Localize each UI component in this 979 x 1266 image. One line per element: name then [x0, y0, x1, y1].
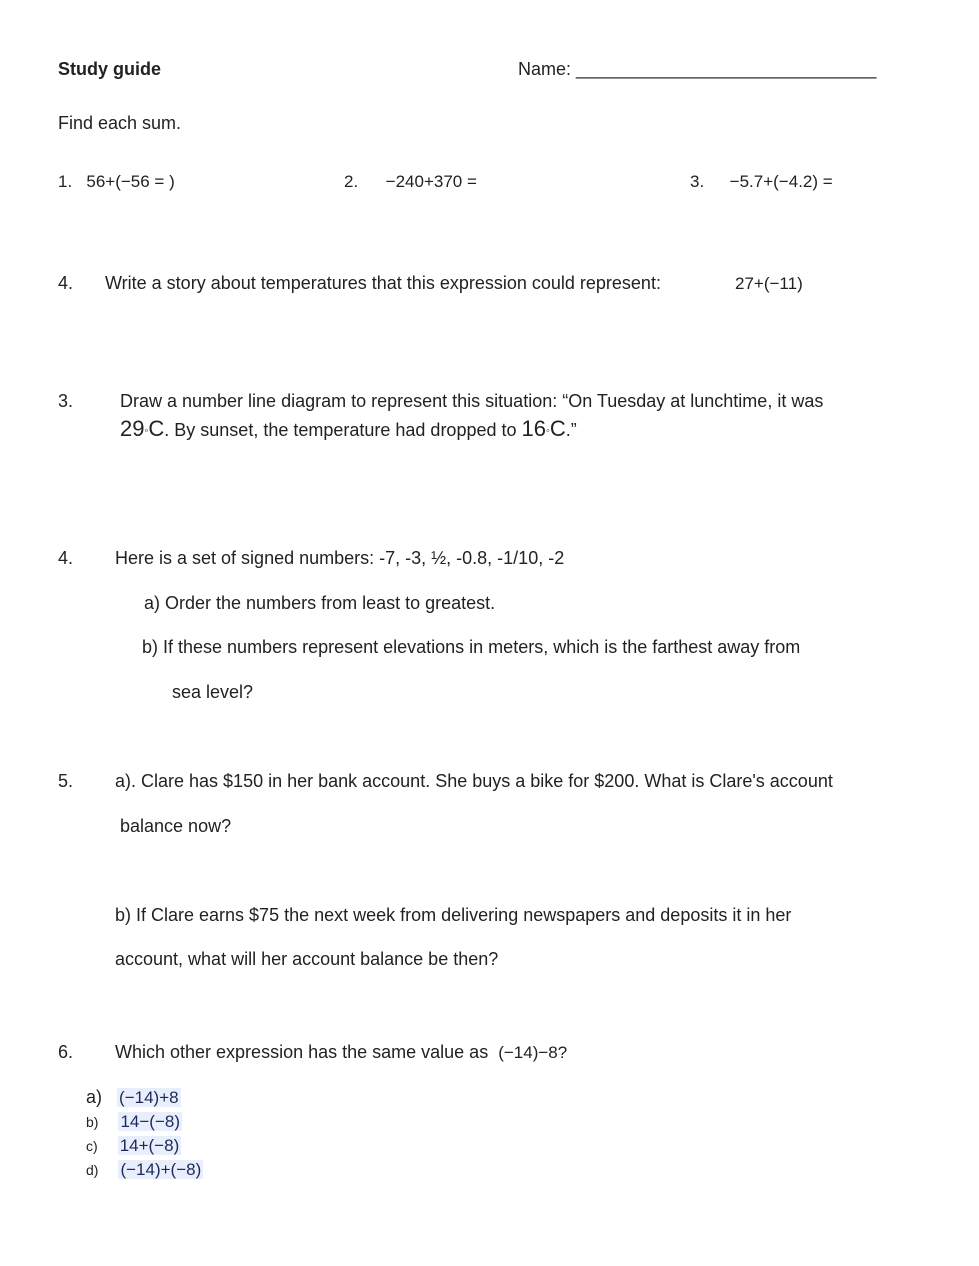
numberline-question-line1: Draw a number line diagram to represent this situation: “On Tuesday at lunchtime, it was	[120, 391, 824, 411]
option-label: a)	[86, 1087, 103, 1107]
question-number: 3.	[58, 391, 74, 411]
story-expression: 27+(−11)	[735, 274, 803, 293]
expression-question-expr: (−14)−8?	[498, 1043, 568, 1062]
temperature-2-unit: C	[549, 416, 566, 441]
problem-expression: −240+370 =	[385, 172, 477, 191]
clare-part-a-line1: a). Clare has $150 in her bank account. She buys a bike for $200. What is Clare's account	[115, 771, 833, 791]
option-expression: (−14)+(−8)	[120, 1160, 202, 1179]
degree-symbol: ◦	[144, 425, 149, 437]
expression-question	[115, 1042, 567, 1064]
sum-problem-1	[58, 172, 175, 192]
option-expression: 14−(−8)	[120, 1112, 181, 1131]
option-expression: 14+(−8)	[119, 1136, 180, 1155]
problem-number: 1.	[58, 172, 73, 191]
page-title: Study guide	[58, 59, 161, 79]
signed-numbers-part-b-line2: sea level?	[172, 682, 254, 702]
option-label: d)	[86, 1162, 99, 1178]
story-question-text: Write a story about temperatures that this expression could represent:	[105, 273, 661, 293]
problem-expression: −5.7+(−4.2) =	[729, 172, 833, 191]
option-label: c)	[86, 1138, 98, 1154]
clare-part-b-line1: b) If Clare earns $75 the next week from delivering newspapers and deposits it in her	[115, 905, 792, 925]
temperature-1-unit: C	[148, 416, 165, 441]
degree-symbol: ◦	[546, 425, 550, 437]
sum-problem-2	[344, 172, 477, 192]
numberline-mid-text: . By sunset, the temperature had dropped to	[164, 420, 522, 440]
question-number: 4.	[58, 548, 74, 568]
clare-part-b-line2: account, what will her account balance be then?	[115, 949, 499, 969]
name-field[interactable]	[518, 59, 876, 81]
answer-option-b[interactable]	[86, 1111, 182, 1133]
answer-option-a[interactable]	[86, 1087, 181, 1109]
name-line: ______________________________	[576, 59, 877, 79]
numberline-end-text: .”	[565, 420, 577, 440]
answer-option-d[interactable]	[86, 1159, 203, 1181]
problem-expression: 56+(−56 = )	[86, 172, 175, 191]
problem-number: 3.	[690, 172, 705, 191]
sum-problem-3	[690, 172, 833, 192]
name-label: Name:	[518, 59, 572, 79]
option-label: b)	[86, 1114, 99, 1130]
question-number: 5.	[58, 771, 74, 791]
temperature-2-value: 16	[521, 416, 546, 441]
signed-numbers-intro: Here is a set of signed numbers: -7, -3, ½, -0.8, -1/10, -2	[115, 548, 565, 568]
problem-number: 2.	[344, 172, 359, 191]
numberline-question-line2	[120, 416, 577, 442]
answer-option-c[interactable]	[86, 1135, 181, 1157]
clare-part-a-line2: balance now?	[120, 816, 232, 836]
expression-question-text: Which other expression has the same value as	[115, 1042, 489, 1062]
signed-numbers-part-b-line1: b) If these numbers represent elevations in meters, which is the farthest away from	[142, 637, 801, 657]
signed-numbers-part-a: a) Order the numbers from least to greatest.	[144, 593, 496, 613]
temperature-1-value: 29	[120, 416, 145, 441]
instructions: Find each sum.	[58, 113, 182, 133]
question-number: 4.	[58, 273, 74, 293]
question-number: 6.	[58, 1042, 74, 1062]
option-expression: (−14)+8	[119, 1088, 179, 1107]
